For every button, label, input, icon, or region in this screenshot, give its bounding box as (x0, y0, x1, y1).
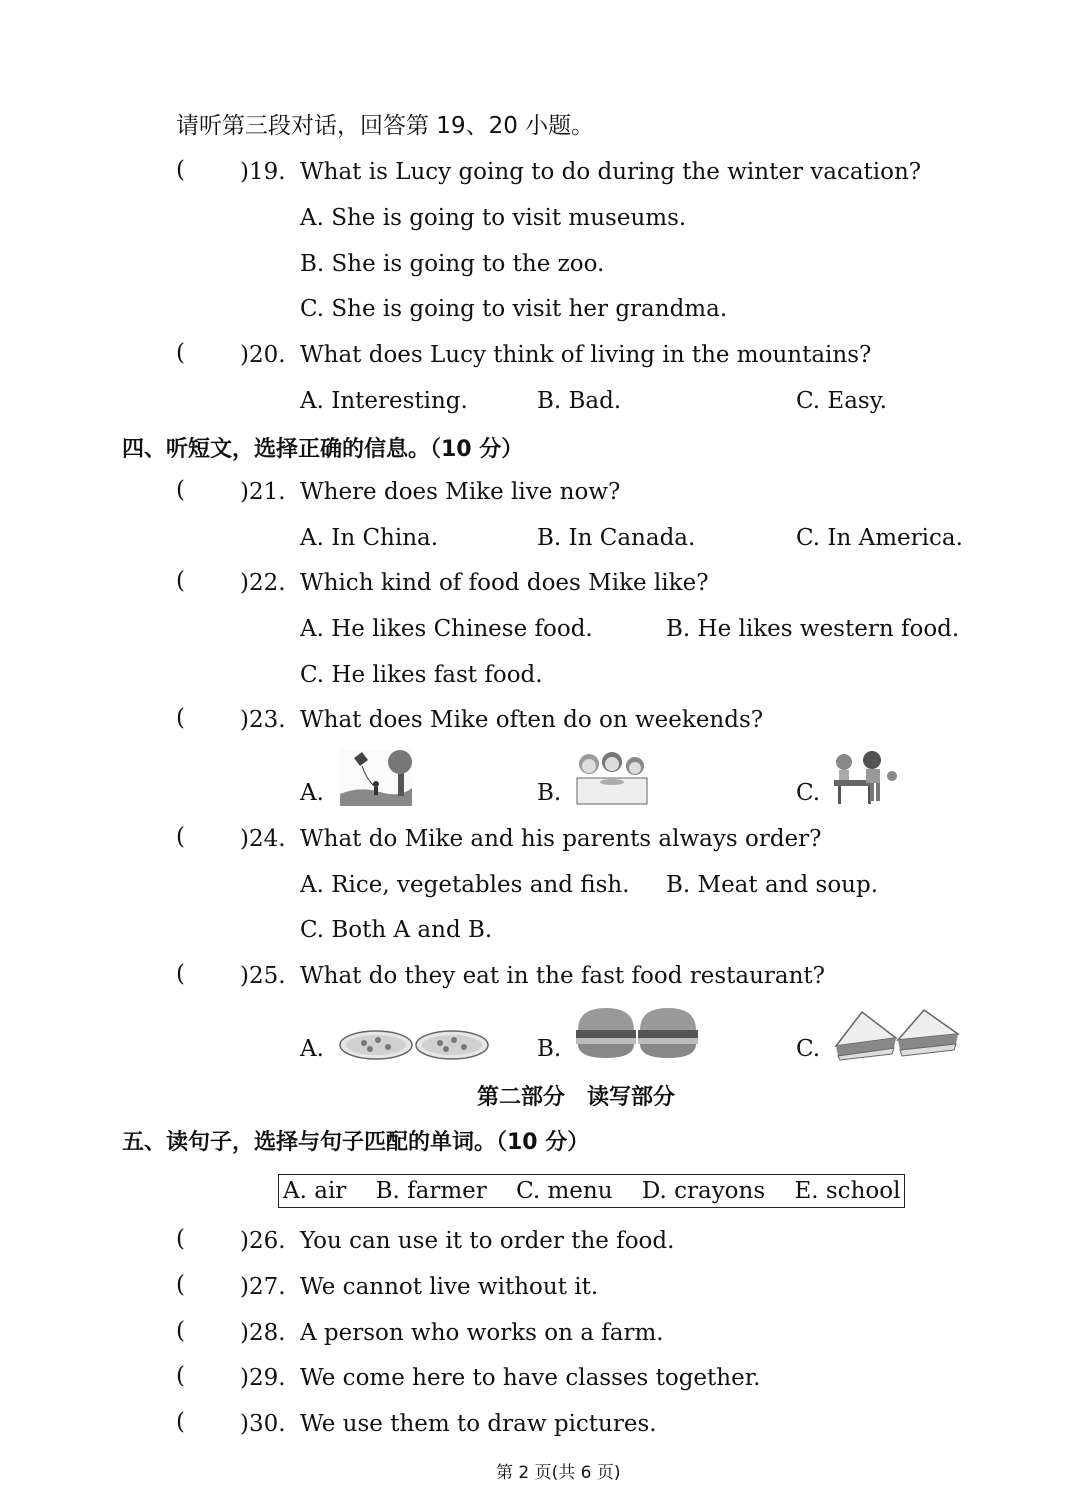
option-b[interactable]: B. Bad. (537, 388, 622, 414)
option-b[interactable]: B. In Canada. (537, 525, 696, 551)
question-stem: What do Mike and his parents always order? (300, 826, 822, 852)
option-b[interactable]: B. (537, 780, 562, 806)
kite-flying-park-icon[interactable] (340, 750, 412, 806)
word-option: C. menu (516, 1178, 613, 1204)
answer-blank[interactable]: ( (176, 157, 185, 183)
option-c[interactable]: C. He likes fast food. (300, 662, 543, 688)
question-stem: Where does Mike live now? (300, 479, 621, 505)
answer-blank[interactable]: ( (176, 1318, 185, 1344)
question-stem: What does Lucy think of living in the mountains? (300, 342, 872, 368)
option-a[interactable]: A. Interesting. (300, 388, 468, 414)
pizza-icon[interactable] (338, 1028, 490, 1062)
question-stem: We come here to have classes together. (300, 1365, 761, 1391)
option-a[interactable]: A. Rice, vegetables and fish. (300, 872, 630, 898)
answer-blank[interactable]: ( (176, 1363, 185, 1389)
answer-blank[interactable]: ( (176, 1409, 185, 1435)
answer-blank[interactable]: ( (176, 340, 185, 366)
question-number: )25. (240, 963, 286, 989)
question-stem: We use them to draw pictures. (300, 1411, 657, 1437)
answer-blank[interactable]: ( (176, 477, 185, 503)
part-heading: 第二部分 读写部分 (477, 1085, 676, 1110)
option-a[interactable]: A. In China. (300, 525, 439, 551)
option-c[interactable]: C. She is going to visit her grandma. (300, 296, 728, 322)
question-number: )29. (240, 1365, 286, 1391)
option-c[interactable]: C. Easy. (796, 388, 887, 414)
option-a[interactable]: A. (300, 780, 324, 806)
option-a[interactable]: A. She is going to visit museums. (300, 205, 687, 231)
family-dinner-icon[interactable] (575, 750, 649, 806)
option-c[interactable]: C. (796, 780, 821, 806)
hamburger-icon[interactable] (574, 1004, 702, 1064)
answer-blank[interactable]: ( (176, 1272, 185, 1298)
section-heading: 四、听短文，选择正确的信息。（10 分） (122, 437, 524, 462)
option-a[interactable]: A. He likes Chinese food. (300, 616, 593, 642)
section-heading: 五、读句子，选择与句子匹配的单词。（10 分） (122, 1130, 590, 1155)
question-stem: What is Lucy going to do during the winter vacation? (300, 159, 922, 185)
question-number: )19. (240, 159, 286, 185)
question-stem: We cannot live without it. (300, 1274, 599, 1300)
answer-blank[interactable]: ( (176, 705, 185, 731)
word-bank (278, 1174, 905, 1208)
question-stem: What does Mike often do on weekends? (300, 707, 764, 733)
word-option: D. crayons (641, 1178, 766, 1204)
playing-ping-pong-icon[interactable] (830, 750, 900, 806)
word-option: B. farmer (375, 1178, 487, 1204)
question-number: )24. (240, 826, 286, 852)
question-number: )26. (240, 1228, 286, 1254)
question-number: )20. (240, 342, 286, 368)
option-b[interactable]: B. (537, 1036, 562, 1062)
question-number: )27. (240, 1274, 286, 1300)
sandwich-icon[interactable] (832, 1008, 962, 1062)
option-a[interactable]: A. (300, 1036, 324, 1062)
question-number: )22. (240, 570, 286, 596)
section-intro: 请听第三段对话，回答第 19、20 小题。 (176, 113, 595, 139)
question-number: )28. (240, 1320, 286, 1346)
answer-blank[interactable]: ( (176, 568, 185, 594)
option-b[interactable]: B. Meat and soup. (666, 872, 879, 898)
answer-blank[interactable]: ( (176, 1226, 185, 1252)
question-stem: A person who works on a farm. (300, 1320, 664, 1346)
question-stem: You can use it to order the food. (300, 1228, 675, 1254)
question-number: )30. (240, 1411, 286, 1437)
option-c[interactable]: C. In America. (796, 525, 963, 551)
question-number: )21. (240, 479, 286, 505)
question-stem: Which kind of food does Mike like? (300, 570, 709, 596)
option-c[interactable]: C. (796, 1036, 821, 1062)
option-b[interactable]: B. She is going to the zoo. (300, 251, 605, 277)
word-option: A. air (283, 1178, 347, 1204)
question-number: )23. (240, 707, 286, 733)
question-stem: What do they eat in the fast food restaurant? (300, 963, 826, 989)
option-c[interactable]: C. Both A and B. (300, 917, 493, 943)
page-footer: 第 2 页(共 6 页) (496, 1463, 621, 1483)
option-b[interactable]: B. He likes western food. (666, 616, 960, 642)
answer-blank[interactable]: ( (176, 961, 185, 987)
answer-blank[interactable]: ( (176, 824, 185, 850)
word-option: E. school (794, 1178, 901, 1204)
